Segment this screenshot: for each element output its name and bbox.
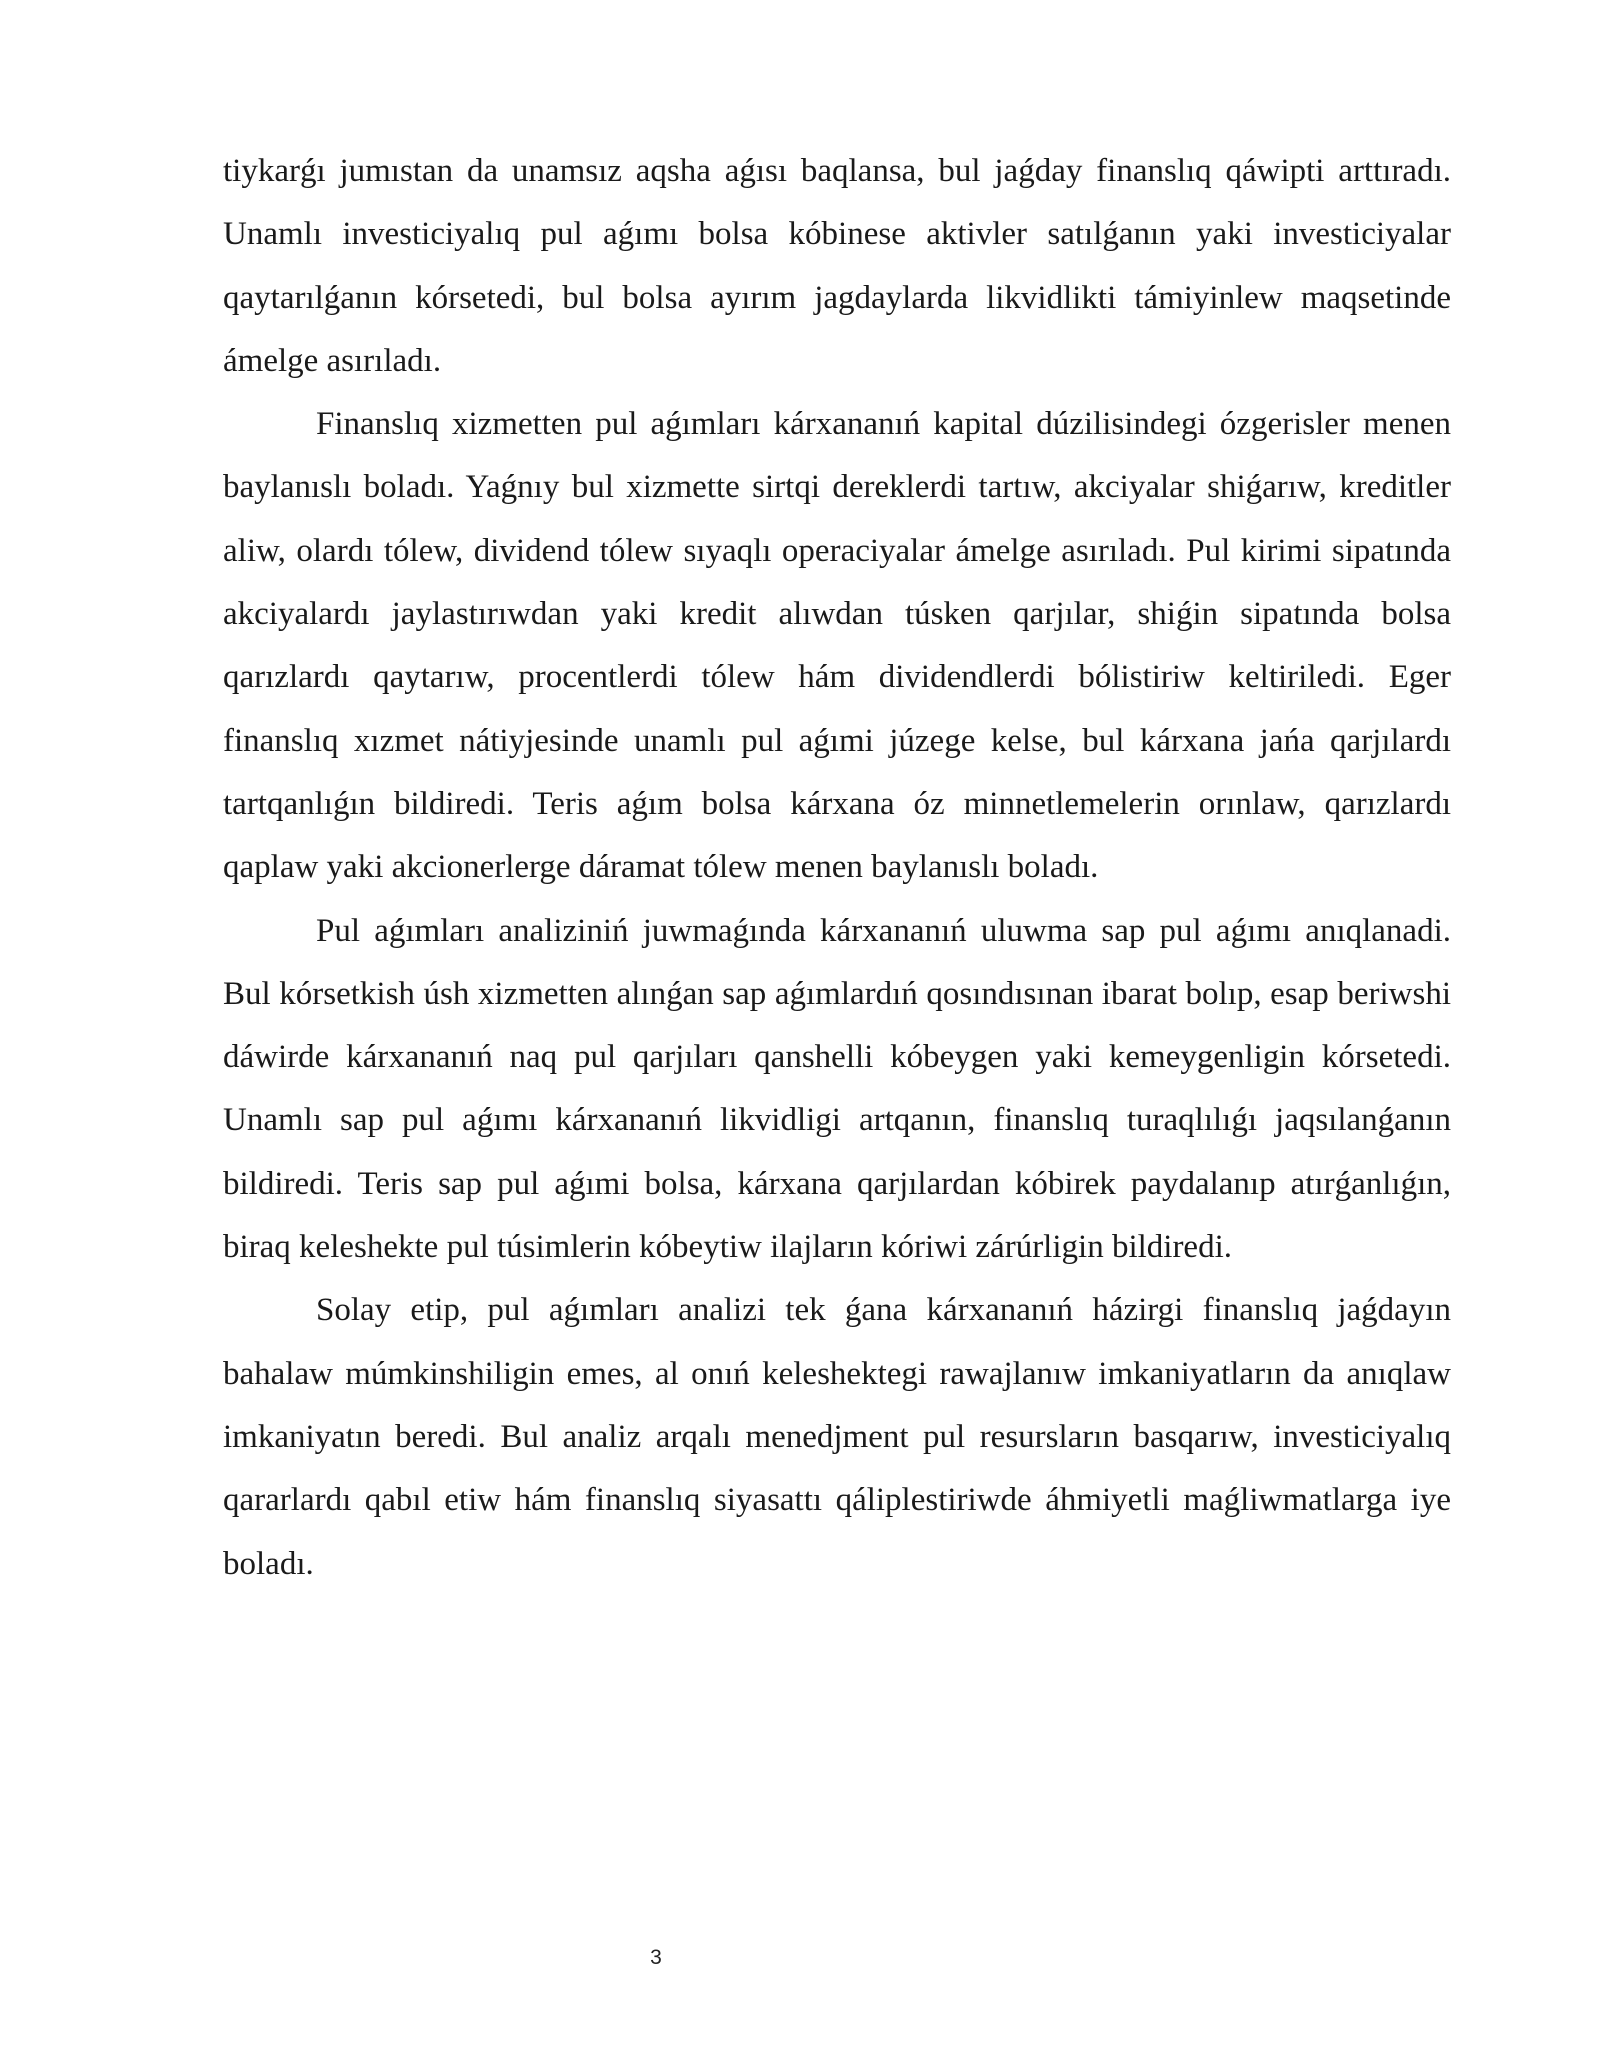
body-text — [223, 140, 1451, 1596]
paragraph-net-cash-flow: Pul aǵımları analiziniń juwmaǵında kárxananıń uluwma sap pul aǵımı anıqlanadi. Bul kórsetkish úsh xizmetten alınǵan sap aǵımlardıń qosındısınan ibarat bolıp, esap beriwshi dáwirde kárxananıń naq pul qarjıları qanshelli kóbeygen yaki kemeygenligin kórsetedi. Unamlı sap pul aǵımı kárxananıń likvidligi artqanın, finanslıq turaqlılıǵı jaqsılanǵanın bildiredi. Teris sap pul aǵımi bolsa, kárxana qarjılardan kóbirek paydalanıp atırǵanlıǵın, biraq keleshekte pul túsimlerin kóbeytiw ilajların kóriwi zárúrligin bildiredi. — [223, 912, 1451, 1266]
paragraph-conclusion: Solay etip, pul aǵımları analizi tek ǵana kárxananıń házirgi finanslıq jaǵdayın bahalaw múmkinshiligin emes, al onıń keleshektegi rawajlanıw imkaniyatların da anıqlaw imkaniyatın beredi. Bul analiz arqalı menedjment pul resursların basqarıw, investiciyalıq qararlardı qabıl etiw hám finanslıq siyasattı qáliplestiriwde áhmiyetli maǵliwmatlarga iye boladı. — [223, 1292, 1451, 1582]
paragraph-financing-flows: Finanslıq xizmetten pul aǵımları kárxananıń kapital dúzilisindegi ózgerisler menen baylanıslı boladı. Yaǵnıy bul xizmette sirtqi dereklerdi tartıw, akciyalar shiǵarıw, kreditler aliw, olardı tólew, dividend tólew sıyaqlı operaciyalar ámelge asırıladı. Pul kirimi sipatında akciyalardı jaylastırıwdan yaki kredit alıwdan túsken qarjılar, shiǵin sipatında bolsa qarızlardı qaytarıw, procentlerdi tólew hám dividendlerdi bólistiriw keltiriledi. Eger finanslıq xızmet nátiyjesinde unamlı pul aǵımi júzege kelse, bul kárxana jańa qarjılardı tartqanlıǵın bildiredi. Teris aǵım bolsa kárxana óz minnetlemelerin orınlaw, qarızlardı qaplaw yaki akcionerlerge dáramat tólew menen baylanıslı boladı. — [223, 406, 1451, 886]
paragraph-continuation: tiykarǵı jumıstan da unamsız aqsha aǵısı baqlansa, bul jaǵday finanslıq qáwipti arttıradı. Unamlı investiciyalıq pul aǵımı bolsa kóbinese aktivler satılǵanın yaki investiciyalar qaytarılǵanın kórsetedi, bul bolsa ayırım jagdaylarda likvidlikti támiyinlew maqsetinde ámelge asırıladı. — [223, 153, 1451, 379]
page-number: 3 — [650, 1946, 662, 1969]
